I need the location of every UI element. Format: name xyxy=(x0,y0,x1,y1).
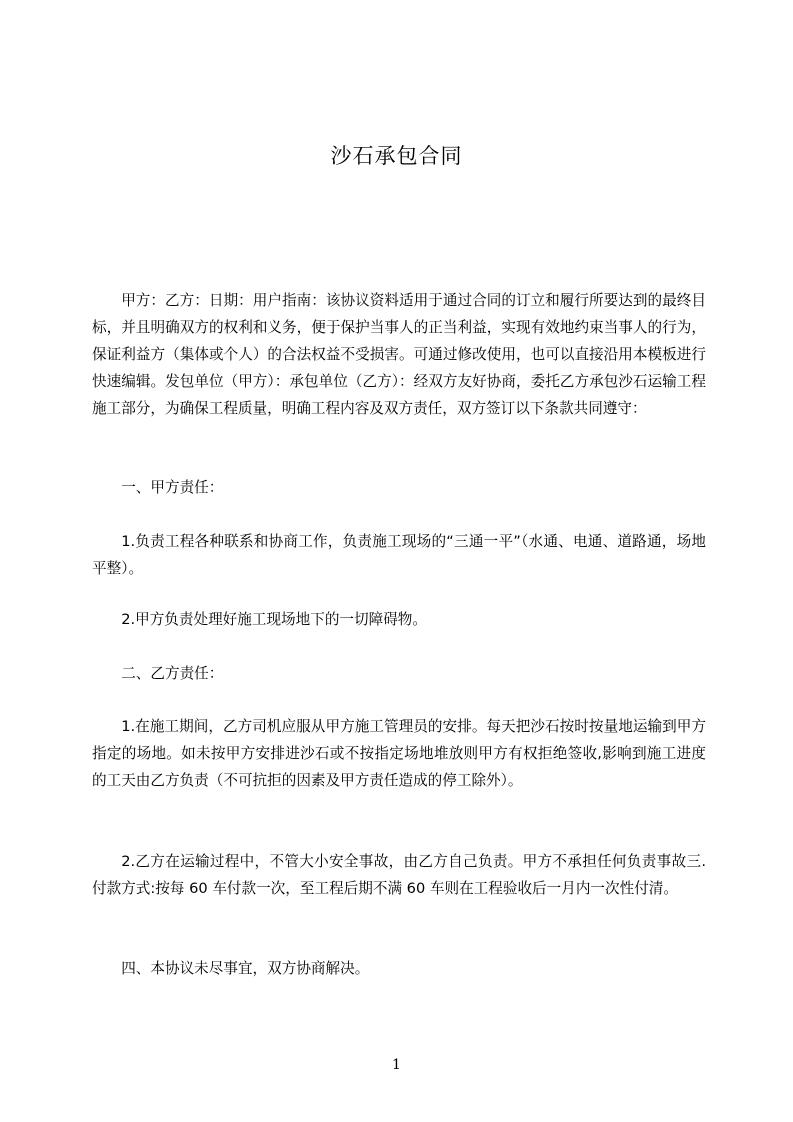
party-b-item-2: 2.乙方在运输过程中，不管大小安全事故，由乙方自己负责。甲方不承担任何负责事故三.付款方式:按每 60 车付款一次，至工程后期不满 60 车则在工程验收后一月内一次性付清。 xyxy=(92,853,706,897)
party-b-item-1: 1.在施工期间，乙方司机应服从甲方施工管理员的安排。每天把沙石按时按量地运输到甲方指定的场地。如未按甲方安排进沙石或不按指定场地堆放则甲方有权拒绝签收,影响到施工进度的工天由乙方负责（不可抗拒的因素及甲方责任造成的停工除外）。 xyxy=(92,718,706,789)
intro-paragraph: 甲方：乙方：日期：用户指南：该协议资料适用于通过合同的订立和履行所要达到的最终目标，并且明确双方的权利和义务，便于保护当事人的正当利益，实现有效地约束当事人的行为，保证利益方（集体或个人）的合法权益不受损害。可通过修改使用，也可以直接沿用本模板进行快速编辑。发包单位（甲方）：承包单位（乙方）：经双方友好协商，委托乙方承包沙石运输工程施工部分，为确保工程质量，明确工程内容及双方责任，双方签订以下条款共同遵守： xyxy=(92,292,706,417)
party-a-item-1: 1.负责工程各种联系和协商工作，负责施工现场的“三通一平”（水通、电通、道路通，场地平整）。 xyxy=(92,533,706,577)
section-heading-misc: 四、本协议未尽事宜，双方协商解决。 xyxy=(121,960,370,977)
party-a-item-2: 2.甲方负责处理好施工现场地下的一切障碍物。 xyxy=(121,611,427,628)
section-heading-party-b: 二、乙方责任： xyxy=(121,665,224,682)
document-title: 沙石承包合同 xyxy=(330,144,463,168)
page-number: 1 xyxy=(392,1057,401,1073)
section-heading-party-a: 一、甲方责任： xyxy=(121,479,224,496)
